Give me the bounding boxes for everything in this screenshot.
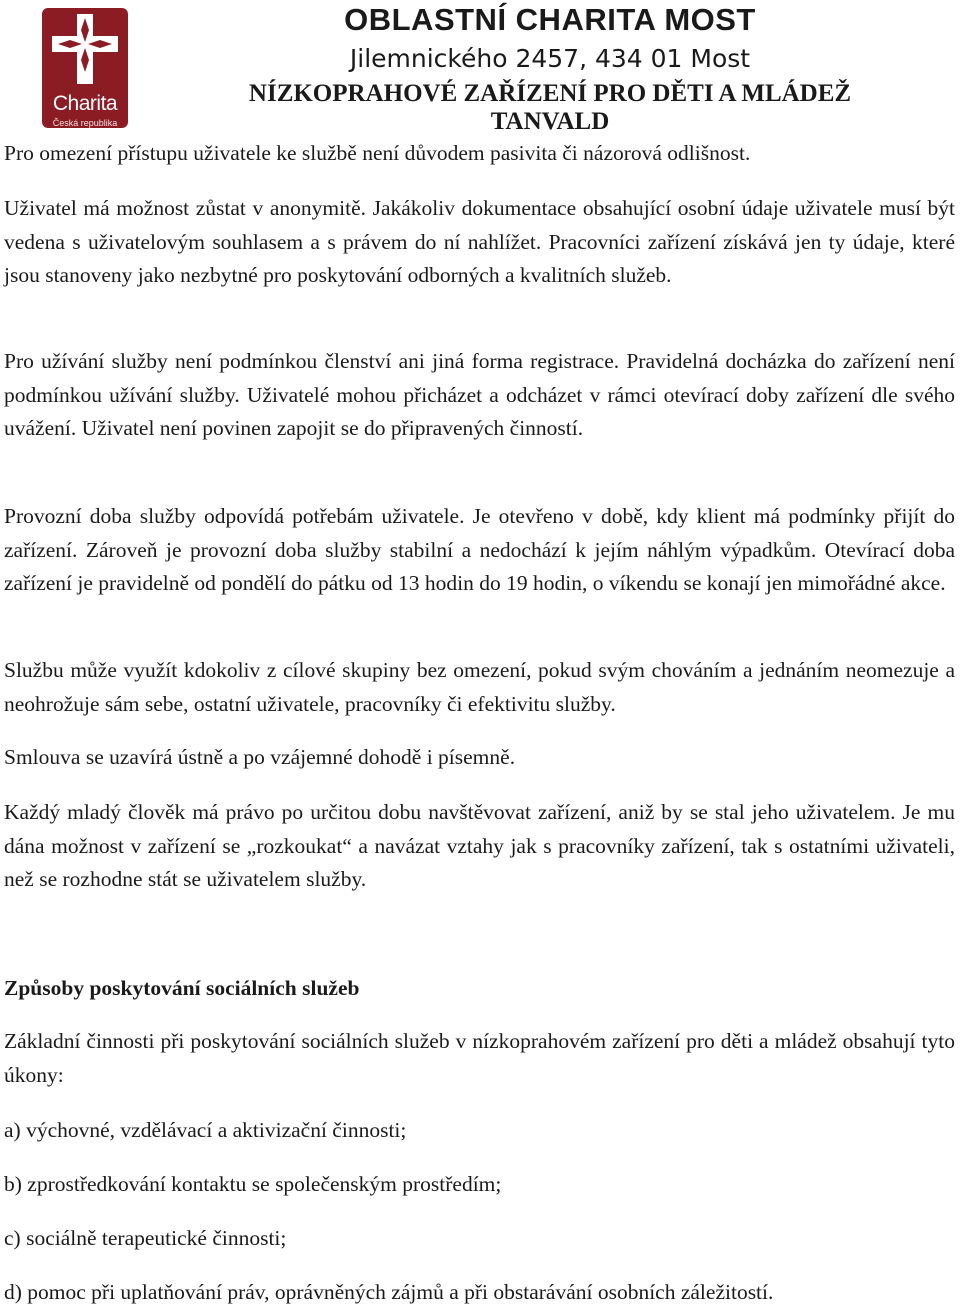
- charita-logo: [42, 8, 128, 128]
- section-heading: Způsoby poskytování sociálních služeb: [4, 976, 360, 1000]
- list-item: b) zprostředkování kontaktu se společenským prostředím;: [4, 1172, 502, 1196]
- paragraph-anonymity: Uživatel má možnost zůstat v anonymitě. Jakákoliv dokumentace obsahující osobní údaje uživatele musí být vedena s uživatelovým souhlasem a s právem do ní nahlížet. Pracovníci zařízení získává jen ty údaje, které jsou stanoveny jako nezbytné pro poskytování odborných a kvalitních služeb.: [4, 196, 955, 287]
- list-item: c) sociálně terapeutické činnosti;: [4, 1226, 287, 1250]
- organization-address: Jilemnického 2457, 434 01 Most: [349, 44, 751, 73]
- facility-city: TANVALD: [490, 108, 610, 135]
- section-intro: Základní činnosti při poskytování sociálních služeb v nízkoprahovém zařízení pro děti a mládež obsahují tyto úkony:: [4, 1029, 955, 1087]
- organization-title: OBLASTNÍ CHARITA MOST: [344, 2, 756, 37]
- facility-name: NÍZKOPRAHOVÉ ZAŘÍZENÍ PRO DĚTI A MLÁDEŽ: [248, 80, 852, 107]
- paragraph-contract: Smlouva se uzavírá ústně a po vzájemné dohodě i písemně.: [4, 745, 516, 769]
- list-item: a) výchovné, vzdělávací a aktivizační činnosti;: [4, 1118, 407, 1142]
- paragraph-access: Pro omezení přístupu uživatele ke službě není důvodem pasivita či názorová odlišnost.: [4, 141, 751, 165]
- logo-subtitle: Česká republika: [52, 118, 118, 128]
- list-item: d) pomoc při uplatňování práv, oprávněných zájmů a při obstarávání osobních záležitostí.: [4, 1280, 774, 1304]
- paragraph-target-group: Službu může využít kdokoliv z cílové skupiny bez omezení, pokud svým chováním a jednáním neomezuje a neohrožuje sám sebe, ostatní uživatele, pracovníky či efektivitu služby.: [4, 658, 955, 716]
- paragraph-opening-hours: Provozní doba služby odpovídá potřebám uživatele. Je otevřeno v době, kdy klient má podmínky přijít do zařízení. Zároveň je provozní doba služby stabilní a nedochází k jejím náhlým výpadkům. Otevírací doba zařízení je pravidelně od pondělí do pátku od 13 hodin do 19 hodin, o víkendu se konají jen mimořádné akce.: [4, 504, 955, 595]
- logo-name: Charita: [52, 92, 118, 115]
- paragraph-registration: Pro užívání služby není podmínkou členství ani jiná forma registrace. Pravidelná docházka do zařízení není podmínkou užívání služby. Uživatelé mohou přicházet a odcházet v rámci otevírací doby zařízení dle svého uvážení. Uživatel není povinen zapojit se do připravených činností.: [4, 349, 955, 440]
- paragraph-trial-visits: Každý mladý člověk má právo po určitou dobu navštěvovat zařízení, aniž by se stal jeho uživatelem. Je mu dána možnost v zařízení se „rozkoukat“ a navázat vztahy jak s pracovníky zařízení, tak s ostatními uživateli, než se rozhodne stát se uživatelem služby.: [4, 800, 955, 891]
